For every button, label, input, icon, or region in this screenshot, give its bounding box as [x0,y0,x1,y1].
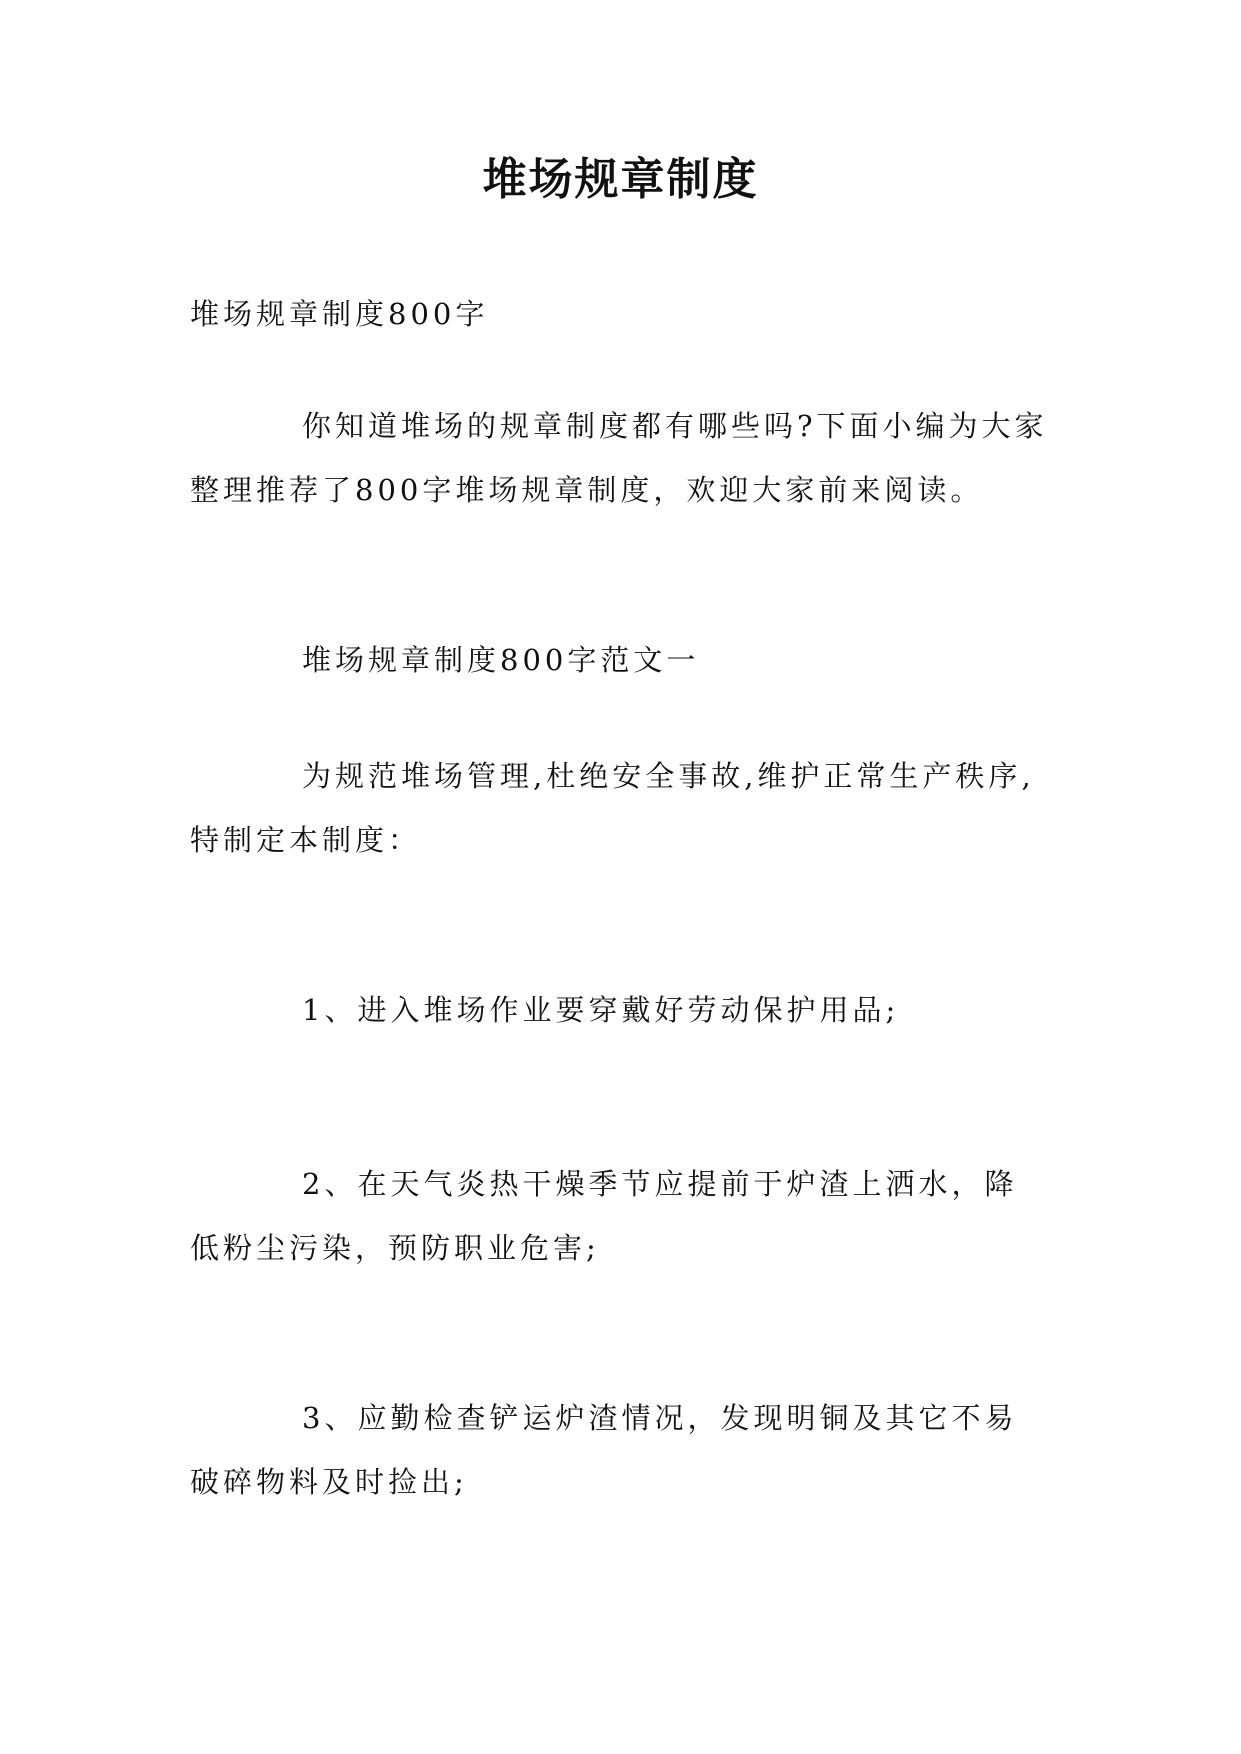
sample-heading: 堆场规章制度800字范文一 [302,643,700,677]
rule-item-1: 1、进入堆场作业要穿戴好劳动保护用品; [302,993,900,1027]
rule-item-3: 3、应勤检查铲运炉渣情况，发现明铜及其它不易破碎物料及时捡出; [190,1401,1018,1499]
rule-item-2: 2、在天气炎热干燥季节应提前于炉渣上洒水，降低粉尘污染，预防职业危害; [190,1167,1018,1265]
preamble-paragraph: 为规范堆场管理,杜绝安全事故,维护正常生产秩序,特制定本制度： [190,759,1035,857]
document-subtitle: 堆场规章制度800字 [190,297,489,331]
document-title: 堆场规章制度 [482,154,759,205]
intro-paragraph: 你知道堆场的规章制度都有哪些吗?下面小编为大家整理推荐了800字堆场规章制度，欢迎大家前来阅读。 [190,409,1048,507]
